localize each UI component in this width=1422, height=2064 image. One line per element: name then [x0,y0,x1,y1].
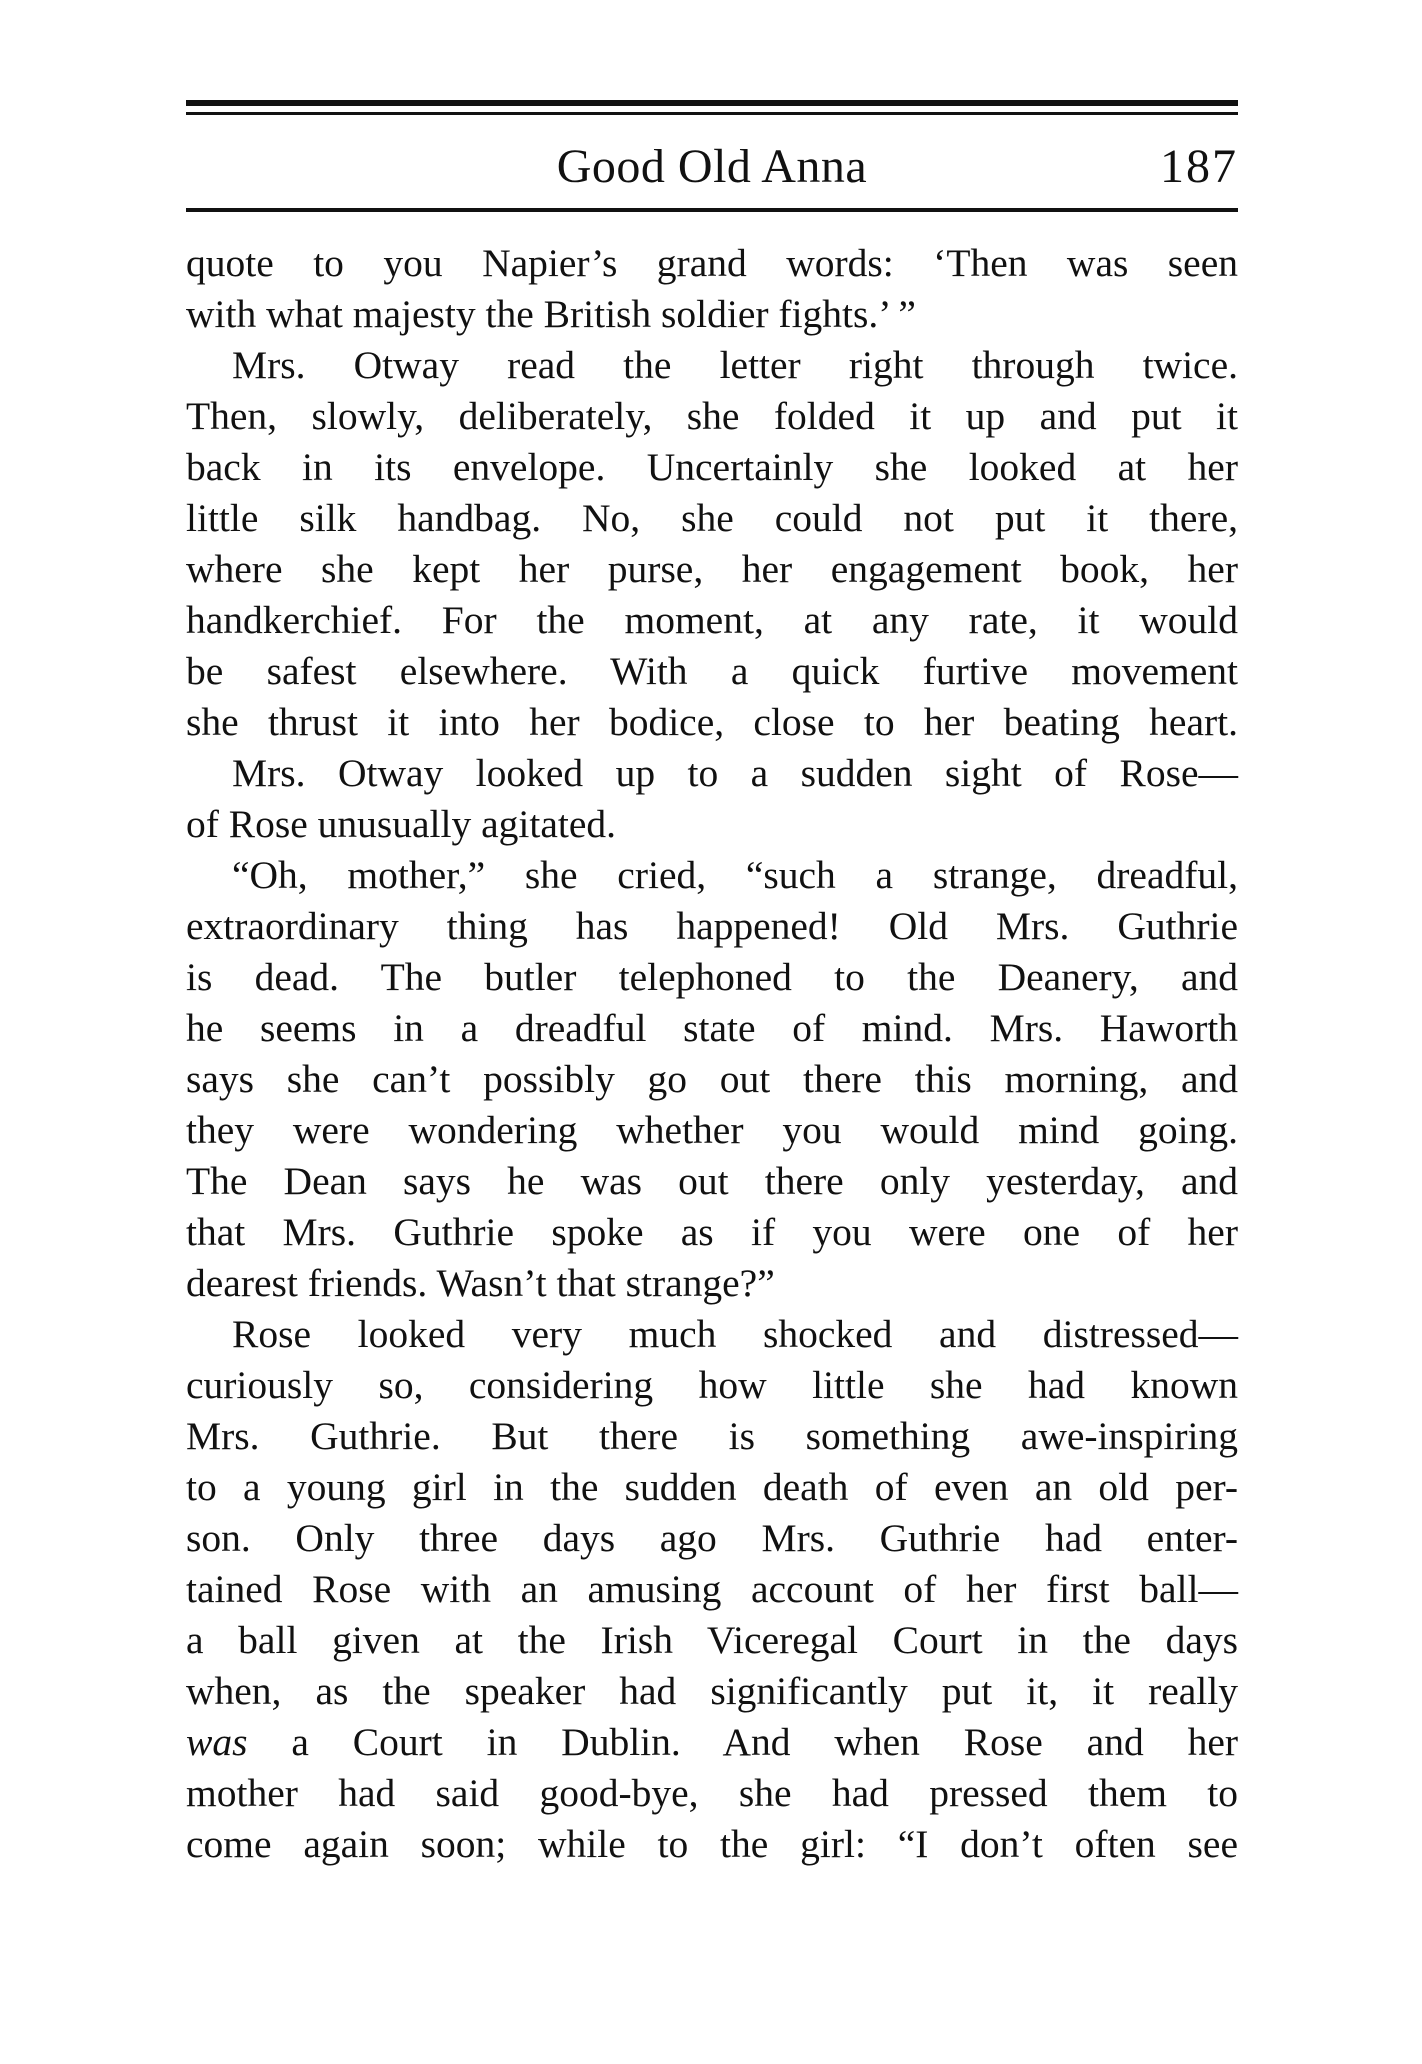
paragraph-start-line: Mrs. Otway read the letter right through twice. [232,343,1238,387]
header-rule-top-thick [186,100,1238,106]
text-line: be safest elsewhere. With a quick furtive movement [186,649,1238,693]
text-line: extraordinary thing has happened! Old Mrs. Guthrie [186,904,1238,948]
text-line: dearest friends. Wasn’t that strange?” [186,1261,775,1305]
paragraph-start-line: Mrs. Otway looked up to a sudden sight of Rose— [232,751,1238,795]
text-line: little silk handbag. No, she could not put it there, [186,496,1238,540]
italic-word: was [186,1720,248,1764]
text-line: curiously so, considering how little she had known [186,1363,1238,1407]
text-line: where she kept her purse, her engagement book, her [186,547,1238,591]
text-line: when, as the speaker had significantly put it, it really [186,1669,1238,1713]
paragraph-start-line: Rose looked very much shocked and distressed— [232,1312,1238,1356]
text-line: with what majesty the British soldier fights.’ ” [186,292,916,336]
text-line: tained Rose with an amusing account of her first ball— [186,1567,1238,1611]
text-line: quote to you Napier’s grand words: ‘Then was seen [186,241,1238,285]
body-text [186,238,1238,1870]
text-line: he seems in a dreadful state of mind. Mrs. Haworth [186,1006,1238,1050]
text-line: a ball given at the Irish Viceregal Court in the days [186,1618,1238,1662]
text-line: is dead. The butler telephoned to the Deanery, and [186,955,1238,999]
text-line: come again soon; while to the girl: “I don’t often see [186,1822,1238,1866]
text-line: says she can’t possibly go out there this morning, and [186,1057,1238,1101]
text-line: handkerchief. For the moment, at any rate, it would [186,598,1238,642]
text-line: that Mrs. Guthrie spoke as if you were one of her [186,1210,1238,1254]
text-line: she thrust it into her bodice, close to her beating heart. [186,700,1238,744]
text-line: they were wondering whether you would mind going. [186,1108,1238,1152]
page-number: 187 [1160,140,1238,193]
text-line: of Rose unusually agitated. [186,802,617,846]
text-line: The Dean says he was out there only yesterday, and [186,1159,1238,1203]
header-rule-top-thin [186,112,1238,115]
running-title: Good Old Anna [556,140,868,193]
text-line: to a young girl in the sudden death of even an old per- [186,1465,1238,1509]
running-header [186,132,1238,202]
text-line: Mrs. Guthrie. But there is something awe-inspiring [186,1414,1238,1458]
text-line: mother had said good-bye, she had pressed them to [186,1771,1238,1815]
text-line-rest: a Court in Dublin. And when Rose and her [291,1720,1239,1764]
text-line: son. Only three days ago Mrs. Guthrie had enter- [186,1516,1238,1560]
header-rule-bottom [186,208,1238,212]
text-line: Then, slowly, deliberately, she folded it up and put it [186,394,1238,438]
paragraph-start-line: “Oh, mother,” she cried, “such a strange, dreadful, [232,853,1238,897]
text-line [186,1717,1238,1768]
text-line: back in its envelope. Uncertainly she looked at her [186,445,1238,489]
